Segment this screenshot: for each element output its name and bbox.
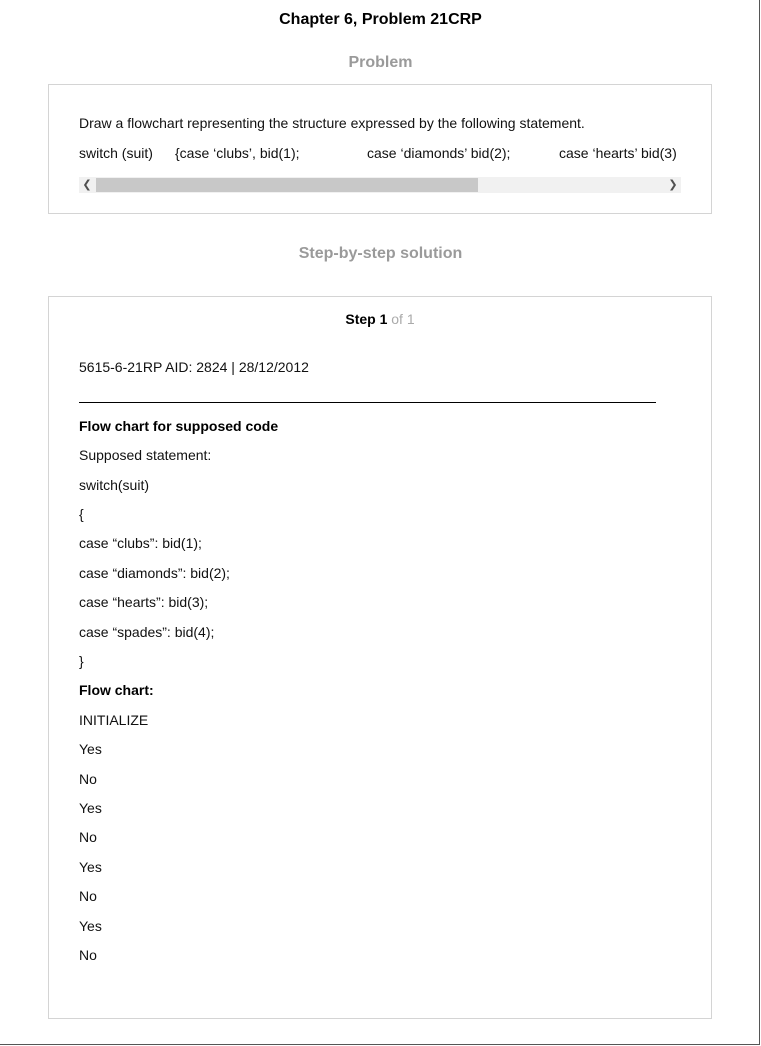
step-count: of 1 xyxy=(391,311,415,327)
problem-text: Draw a flowchart representing the structure expressed by the following statement. xyxy=(79,115,585,131)
solution-line: { xyxy=(79,506,84,522)
problem-code-hearts: case ‘hearts’ bid(3) xyxy=(559,145,677,161)
scroll-thumb[interactable] xyxy=(96,178,478,192)
solution-box xyxy=(48,296,712,1019)
solution-meta: 5615-6-21RP AID: 2824 | 28/12/2012 xyxy=(79,359,309,375)
flow-chart-label: Flow chart: xyxy=(79,682,154,698)
flow-chart-title: Flow chart for supposed code xyxy=(79,418,279,434)
solution-line: case “clubs”: bid(1); xyxy=(79,535,202,551)
solution-line: } xyxy=(79,653,84,669)
flowchart-no-label: No xyxy=(79,947,97,963)
problem-code-clubs: {case ‘clubs’, bid(1); xyxy=(175,145,300,161)
solution-line: case “diamonds”: bid(2); xyxy=(79,565,230,581)
horizontal-scrollbar[interactable] xyxy=(79,177,681,193)
step-indicator xyxy=(49,311,711,327)
flowchart-yes-label: Yes xyxy=(79,741,102,757)
flowchart-yes-label: Yes xyxy=(79,859,102,875)
solution-line: case “hearts”: bid(3); xyxy=(79,594,209,610)
divider xyxy=(79,402,656,403)
scroll-left-arrow-icon[interactable]: ❮ xyxy=(82,179,92,191)
flowchart-yes-label: Yes xyxy=(79,918,102,934)
problem-heading: Problem xyxy=(348,54,413,71)
scroll-right-arrow-icon[interactable]: ❯ xyxy=(668,179,678,191)
flowchart-no-label: No xyxy=(79,771,97,787)
problem-code-switch: switch (suit) xyxy=(79,145,153,161)
solution-line: switch(suit) xyxy=(79,477,150,493)
problem-box xyxy=(48,84,712,214)
flowchart-node-initialize: INITIALIZE xyxy=(79,712,149,728)
solution-line: Supposed statement: xyxy=(79,447,212,463)
solution-heading: Step-by-step solution xyxy=(298,245,463,262)
chapter-title: Chapter 6, Problem 21CRP xyxy=(279,11,482,28)
step-label: Step 1 xyxy=(345,311,388,327)
flowchart-no-label: No xyxy=(79,829,97,845)
flowchart-no-label: No xyxy=(79,888,97,904)
flowchart-yes-label: Yes xyxy=(79,800,102,816)
problem-code-diamonds: case ‘diamonds’ bid(2); xyxy=(367,145,511,161)
solution-line: case “spades”: bid(4); xyxy=(79,624,215,640)
